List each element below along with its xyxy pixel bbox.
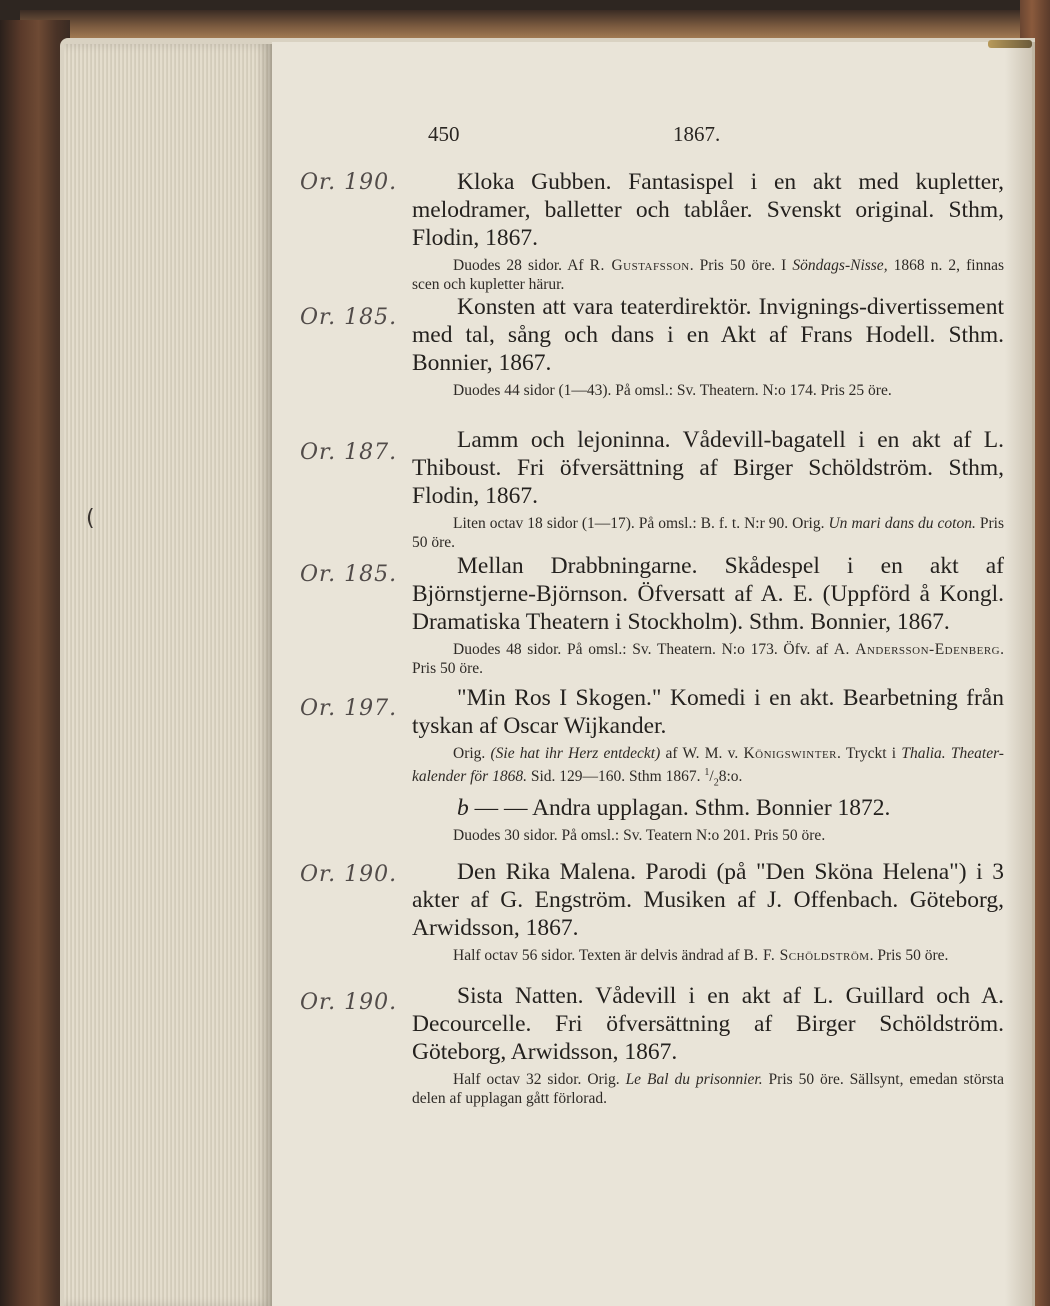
entry-title: Mellan Drabbningarne. Skådespel i en akt af Björnstjerne-Björnson. Öfversatt af A. E. (Uppförd å Kongl. Dramatiska Theatern i Stockholm). Sthm. Bonnier, 1867. — [412, 553, 1004, 635]
margin-note: Or. 197. — [300, 696, 398, 721]
entry-note: Duodes 48 sidor. På omsl.: Sv. Theatern. N:o 173. Öfv. af A. Andersson-Edenberg. Pris 50 öre. — [412, 641, 1004, 677]
entry-note: Liten octav 18 sidor (1—17). På omsl.: B. f. t. N:r 90. Orig. Un mari dans du coton. Pris 50 öre. — [412, 515, 1004, 551]
entry-title: Den Rika Malena. Parodi (på "Den Sköna Helena") i 3 akter af G. Engström. Musiken af J. Offenbach. Göteborg, Arwidsson, 1867. — [412, 859, 1004, 941]
gutter-shadow — [1005, 42, 1035, 1306]
entry-note: Duodes 28 sidor. Af R. Gustafsson. Pris 50 öre. I Söndags-Nisse, 1868 n. 2, finnas scen och kupletter härur. — [412, 257, 1004, 293]
entry-title: Kloka Gubben. Fantasispel i en akt med kupletter, melodramer, balletter och tablåer. Svenskt original. Sthm, Flodin, 1867. — [412, 169, 1004, 251]
margin-note: Or. 187. — [300, 440, 398, 465]
catalog-entry — [412, 426, 1004, 552]
catalog-entry — [412, 168, 1004, 294]
page-edges — [64, 44, 274, 1306]
entry-title: Lamm och lejoninna. Vådevill-bagatell i en akt af L. Thiboust. Fri öfversättning af Birger Schöldström. Sthm, Flodin, 1867. — [412, 427, 1004, 509]
entry-title: "Min Ros I Skogen." Komedi i en akt. Bearbetning från tyskan af Oscar Wijkander. — [412, 685, 1004, 739]
catalog-entry — [412, 552, 1004, 678]
catalog-entry — [412, 982, 1004, 1108]
header-year: 1867. — [673, 122, 721, 146]
entry-subtitle: b — — Andra upplagan. Sthm. Bonnier 1872. — [457, 795, 891, 822]
entry-note: Duodes 30 sidor. På omsl.: Sv. Teatern N:o 201. Pris 50 öre. — [453, 827, 826, 845]
entry-note: Orig. (Sie hat ihr Herz entdeckt) af W. M. v. Königswinter. Tryckt i Thalia. Theater-kalender för 1868. Sid. 129—160. Sthm 1867. $^1/_28:o$. — [412, 745, 1004, 789]
headband — [988, 40, 1032, 48]
margin-note: Or. 185. — [300, 562, 398, 587]
left-pencil-mark: ( — [86, 506, 95, 531]
margin-note: Or. 190. — [300, 170, 398, 195]
margin-note: Or. 190. — [300, 862, 398, 887]
catalog-entry — [412, 858, 1004, 965]
margin-note: Or. 190. — [300, 990, 398, 1015]
margin-note: Or. 185. — [300, 305, 398, 330]
catalog-entry — [412, 293, 1004, 400]
entry-note: Half octav 32 sidor. Orig. Le Bal du prisonnier. Pris 50 öre. Sällsynt, emedan största delen af upplagan gått förlorad. — [412, 1071, 1004, 1107]
catalog-entry — [412, 684, 1004, 845]
page-number: 450 — [428, 122, 460, 146]
entry-note: Duodes 44 sidor (1—43). På omsl.: Sv. Theatern. N:o 174. Pris 25 öre. — [453, 382, 892, 399]
entry-note: Half octav 56 sidor. Texten är delvis ändrad af B. F. Schöldström. Pris 50 öre. — [453, 947, 949, 964]
running-header — [0, 122, 1050, 152]
entry-title: Konsten att vara teaterdirektör. Invignings-divertissement med tal, sång och dans i en Akt af Frans Hodell. Sthm. Bonnier, 1867. — [412, 294, 1004, 376]
entry-title: Sista Natten. Vådevill i en akt af L. Guillard och A. Decourcelle. Fri öfversättning af Birger Schöldström. Göteborg, Arwidsson, 1867. — [412, 983, 1004, 1065]
